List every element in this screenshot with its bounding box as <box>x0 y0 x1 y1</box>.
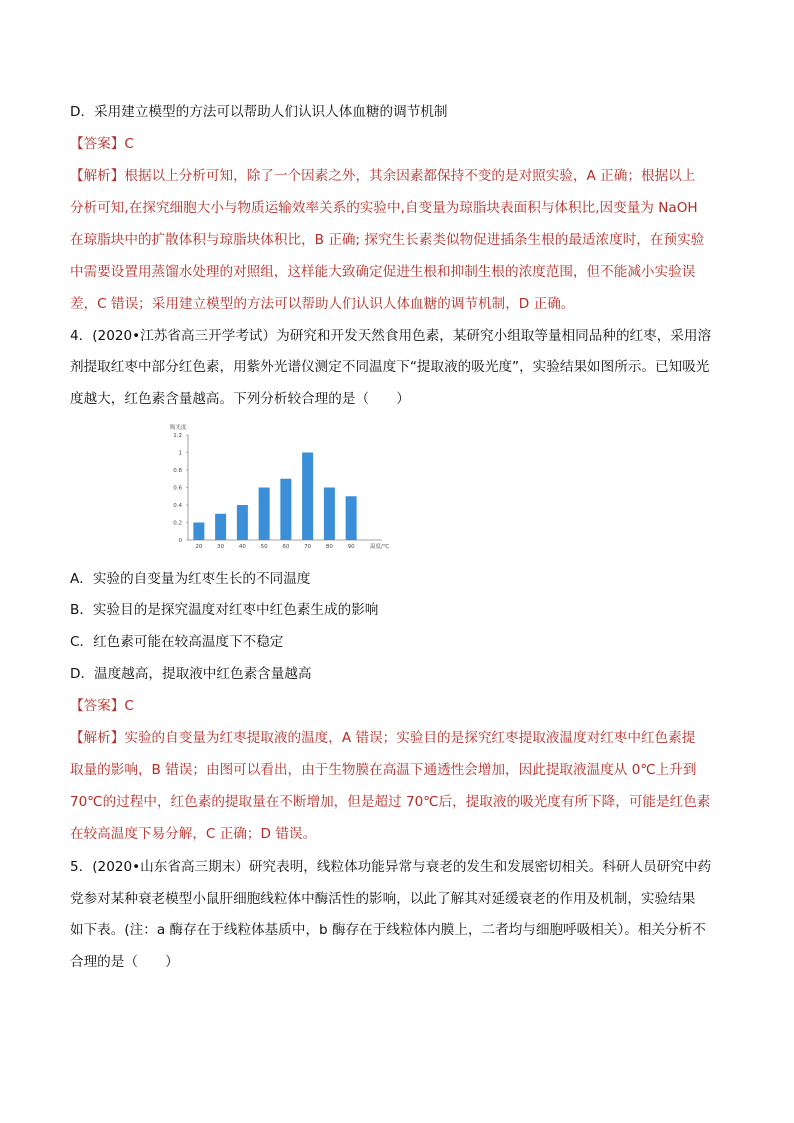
q3-analysis-line-3: 在琼脂块中的扩散体积与琼脂块体积比，B 正确; 探究生长素类似物促进插条生根的最适浓度时，在预实验 <box>70 232 705 248</box>
answer-value: C <box>124 136 134 152</box>
bar <box>324 488 335 541</box>
y-tick-label: 0.6 <box>173 485 182 492</box>
q3-option-d: D．采用建立模型的方法可以帮助人们认识人体血糖的调节机制 <box>70 104 448 120</box>
y-tick-label: 0 <box>178 538 182 544</box>
bar <box>280 479 291 540</box>
q4-stem-line-1: 4．(2020•江苏省高三开学考试）为研究和开发天然食用色素，某研究小组取等量相同品种的红枣，采用溶 <box>70 328 712 344</box>
analysis-tag: 【解析】 <box>70 730 125 746</box>
analysis-text: 根据以上分析可知，除了一个因素之外，其余因素都保持不变的是对照实验，A 正确；根据以上 <box>124 168 696 184</box>
q5-stem-line-4: 合理的是（ ） <box>70 954 179 970</box>
y-tick-label: 1.2 <box>173 433 182 439</box>
answer-tag: 【答案】 <box>70 698 125 714</box>
answer-value: C <box>124 698 134 714</box>
y-axis-label: 吸光度 <box>170 425 187 431</box>
bar <box>215 514 226 540</box>
bar <box>346 496 357 540</box>
q4-option-a: A．实验的自变量为红枣生长的不同温度 <box>70 571 311 587</box>
q3-analysis-line-1 <box>70 166 695 186</box>
analysis-tag: 【解析】 <box>70 168 125 184</box>
q5-stem-line-3: 如下表。(注：a 酶存在于线粒体基质中，b 酶存在于线粒体内膜上，二者均与细胞呼吸相关）。相关分析不 <box>70 922 706 938</box>
x-tick-label: 50 <box>260 544 268 550</box>
absorbance-bar-chart <box>160 420 410 555</box>
q4-analysis-line-2: 取量的影响，B 错误；由图可以看出，由于生物膜在高温下通透性会增加，因此提取液温度从 0℃上升到 <box>70 762 697 778</box>
x-tick-label: 70 <box>304 544 312 550</box>
q3-analysis-line-5: 差，C 错误；采用建立模型的方法可以帮助人们认识人体血糖的调节机制，D 正确。 <box>70 296 575 312</box>
y-tick-label: 1 <box>178 450 182 457</box>
q4-stem-line-3: 度越大，红色素含量越高。下列分析较合理的是（ ） <box>70 391 410 407</box>
q5-stem-line-2: 党参对某种衰老模型小鼠肝细胞线粒体中酶活性的影响，以此了解其对延缓衰老的作用及机制，实验结果 <box>70 891 696 907</box>
x-tick-label: 30 <box>217 544 225 550</box>
bar <box>237 505 248 540</box>
x-tick-label: 60 <box>282 544 290 550</box>
q5-stem-line-1: 5．(2020•山东省高三期末）研究表明，线粒体功能异常与衰老的发生和发展密切相关。科研人员研究中药 <box>70 859 712 875</box>
q4-answer <box>70 696 134 716</box>
x-tick-label: 20 <box>195 544 203 550</box>
x-axis-label: 温度/℃ <box>370 544 390 550</box>
bar <box>193 523 204 541</box>
x-tick-label: 80 <box>325 544 333 550</box>
y-tick-label: 0.4 <box>173 503 182 509</box>
bar <box>259 488 270 541</box>
q4-analysis-line-3: 70℃的过程中，红色素的提取量在不断增加，但是超过 70℃后，提取液的吸光度有所下降，可能是红色素 <box>70 794 711 810</box>
q3-analysis-line-2: 分析可知,在探究细胞大小与物质运输效率关系的实验中,自变量为琼脂块表面积与体积比,因变量为 NaOH <box>70 200 698 216</box>
answer-tag: 【答案】 <box>70 136 125 152</box>
q3-answer <box>70 134 134 154</box>
q4-stem-line-2: 剂提取红枣中部分红色素，用紫外光谱仪测定不同温度下“提取液的吸光度”，实验结果如图所示。已知吸光 <box>70 359 710 375</box>
q4-option-d: D．温度越高，提取液中红色素含量越高 <box>70 666 312 682</box>
y-tick-label: 0.2 <box>173 520 182 527</box>
q4-analysis-line-4: 在较高温度下易分解，C 正确；D 错误。 <box>70 826 317 842</box>
x-tick-label: 40 <box>238 544 246 550</box>
analysis-text: 实验的自变量为红枣提取液的温度，A 错误；实验目的是探究红枣提取液温度对红枣中红色素提 <box>124 730 696 746</box>
q4-option-b: B．实验目的是探究温度对红枣中红色素生成的影响 <box>70 602 379 618</box>
bar <box>302 453 313 541</box>
q4-option-c: C．红色素可能在较高温度下不稳定 <box>70 634 284 650</box>
y-tick-label: 0.8 <box>173 468 182 474</box>
q3-analysis-line-4: 中需要设置用蒸馏水处理的对照组，这样能大致确定促进生根和抑制生根的浓度范围，但不能减小实验误 <box>70 264 696 280</box>
x-tick-label: 90 <box>347 544 355 550</box>
q4-analysis-line-1 <box>70 728 695 748</box>
